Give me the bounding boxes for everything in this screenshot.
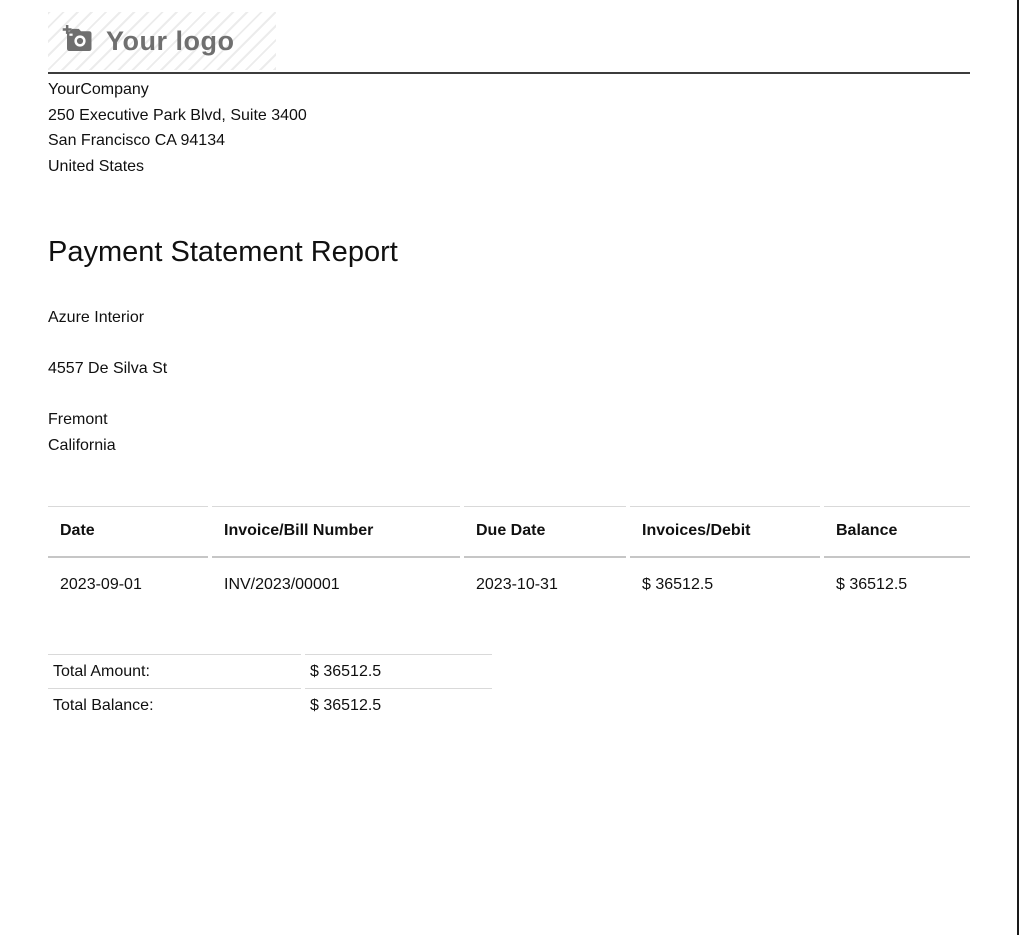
cell-due-date: 2023-10-31: [476, 576, 558, 593]
column-header-balance: Balance: [824, 506, 970, 558]
customer-state: California: [48, 437, 116, 454]
cell-invoice-number: INV/2023/00001: [224, 576, 340, 593]
column-header-invoice-number: Invoice/Bill Number: [212, 506, 460, 558]
total-amount-row: [48, 654, 492, 689]
cell-date: 2023-09-01: [60, 576, 142, 593]
customer-city: Fremont: [48, 411, 108, 428]
cell-balance: $ 36512.5: [836, 576, 908, 593]
column-header-invoices-debit: Invoices/Debit: [630, 506, 820, 558]
customer-address-block: [48, 305, 970, 459]
total-amount-label: Total Amount:: [48, 654, 301, 689]
company-country: United States: [48, 157, 145, 175]
camera-plus-icon: [62, 25, 93, 57]
logo-placeholder-label: Your logo: [106, 25, 235, 56]
header-divider: [48, 72, 970, 74]
total-amount-value: $ 36512.5: [305, 654, 492, 689]
customer-street: 4557 De Silva St: [48, 360, 168, 377]
total-balance-row: [48, 689, 492, 722]
statement-lines-table: [44, 506, 974, 608]
company-name: YourCompany: [48, 81, 149, 98]
totals-table: [44, 654, 496, 722]
company-logo-placeholder: [48, 12, 276, 70]
company-city-line: San Francisco CA 94134: [48, 132, 225, 149]
customer-name: Azure Interior: [48, 309, 145, 326]
page-right-edge-bar: [1017, 0, 1019, 935]
column-header-date: Date: [48, 506, 208, 558]
cell-invoices-debit: $ 36512.5: [642, 576, 714, 593]
table-header-row: [48, 506, 970, 558]
company-street: 250 Executive Park Blvd, Suite 3400: [48, 106, 307, 124]
table-row: [48, 558, 970, 608]
total-balance-value: $ 36512.5: [310, 697, 382, 714]
page-title: Payment Statement Report: [48, 236, 398, 268]
company-address-block: [48, 77, 970, 179]
column-header-due-date: Due Date: [464, 506, 626, 558]
total-balance-label: Total Balance:: [53, 697, 154, 714]
